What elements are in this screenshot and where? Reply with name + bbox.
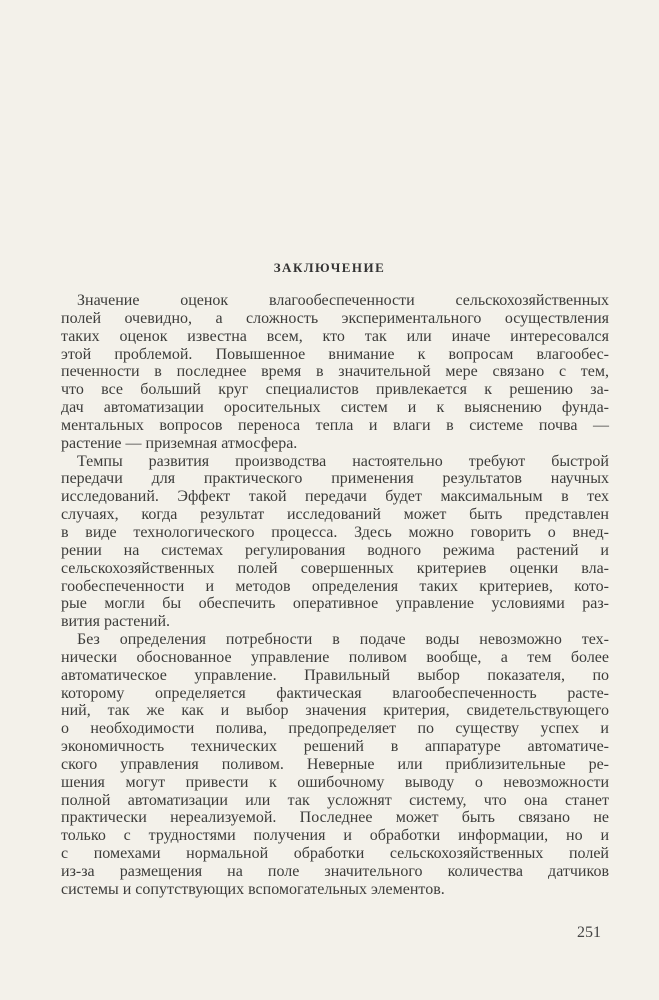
text-line: растение — приземная атмосфера. (61, 434, 298, 452)
paragraph (61, 292, 609, 453)
text-line: практически нереализуемой. Последнее может быть связано не (61, 809, 609, 827)
text-line: которому определяется фактическая влагообеспеченность расте- (61, 684, 609, 702)
chapter-title: ЗАКЛЮЧЕНИЕ (273, 260, 386, 275)
text-line: нически обоснованное управление поливом вообще, а тем более (61, 648, 609, 666)
text-line: шения могут привести к ошибочному выводу о невозможности (61, 773, 609, 791)
text-line: о необходимости полива, предопределяет по существу успех и (61, 720, 609, 738)
text-line: ний, так же как и выбор значения критерия, свидетельствующего (61, 702, 609, 720)
text-line: ского управления поливом. Неверные или приблизительные ре- (61, 755, 609, 773)
text-line: только с трудностями получения и обработки информации, но и (61, 827, 609, 845)
text-line: полей очевидно, а сложность экспериментального осуществления (61, 309, 609, 327)
text-line: гообеспеченности и методов определения таких критериев, кото- (61, 577, 609, 595)
text-line: печенности в последнее время в значительной мере связано с тем, (61, 363, 609, 381)
text-line: с помехами нормальной обработки сельскохозяйственных полей (61, 845, 609, 863)
text-line: вития растений. (61, 613, 171, 631)
text-line: случаях, когда результат исследований может быть представлен (61, 506, 609, 524)
text-line: Без определения потребности в подаче воды невозможно тех- (61, 631, 609, 649)
text-line: этой проблемой. Повышенное внимание к вопросам влагообес- (61, 345, 609, 363)
text-line: сельскохозяйственных полей совершенных критериев оценки вла- (61, 559, 609, 577)
text-line: таких оценок известна всем, кто так или иначе интересовался (61, 327, 609, 345)
page-number: 251 (577, 924, 601, 941)
text-line: Значение оценок влагообеспеченности сельскохозяйственных (61, 292, 609, 309)
body-text (61, 292, 609, 899)
text-line: ментальных вопросов переноса тепла и влаги в системе почва — (61, 416, 609, 434)
text-line: исследований. Эффект такой передачи будет максимальным в тех (61, 488, 609, 506)
text-line: передачи для практического применения результатов научных (61, 470, 609, 488)
text-line: дач автоматизации оросительных систем и к выяснению фунда- (61, 399, 609, 417)
text-line: в виде технологического процесса. Здесь можно говорить о внед- (61, 523, 609, 541)
text-line: автоматическое управление. Правильный выбор показателя, по (61, 666, 609, 684)
text-line: из-за размещения на поле значительного количества датчиков (61, 863, 609, 880)
text-line: рении на системах регулирования водного режима растений и (61, 541, 609, 559)
text-line: системы и сопутствующих вспомогательных элементов. (61, 880, 445, 898)
text-line: экономичность технических решений в аппаратуре автоматиче- (61, 738, 609, 756)
text-line: полной автоматизации или так усложнят систему, что она станет (61, 791, 609, 809)
text-line: рые могли бы обеспечить оперативное управление условиями раз- (61, 595, 609, 613)
paragraph (61, 453, 609, 631)
text-line: что все больший круг специалистов привлекается к решению за- (61, 381, 609, 399)
text-line: Темпы развития производства настоятельно требуют быстрой (61, 452, 609, 470)
paragraph (61, 631, 609, 899)
